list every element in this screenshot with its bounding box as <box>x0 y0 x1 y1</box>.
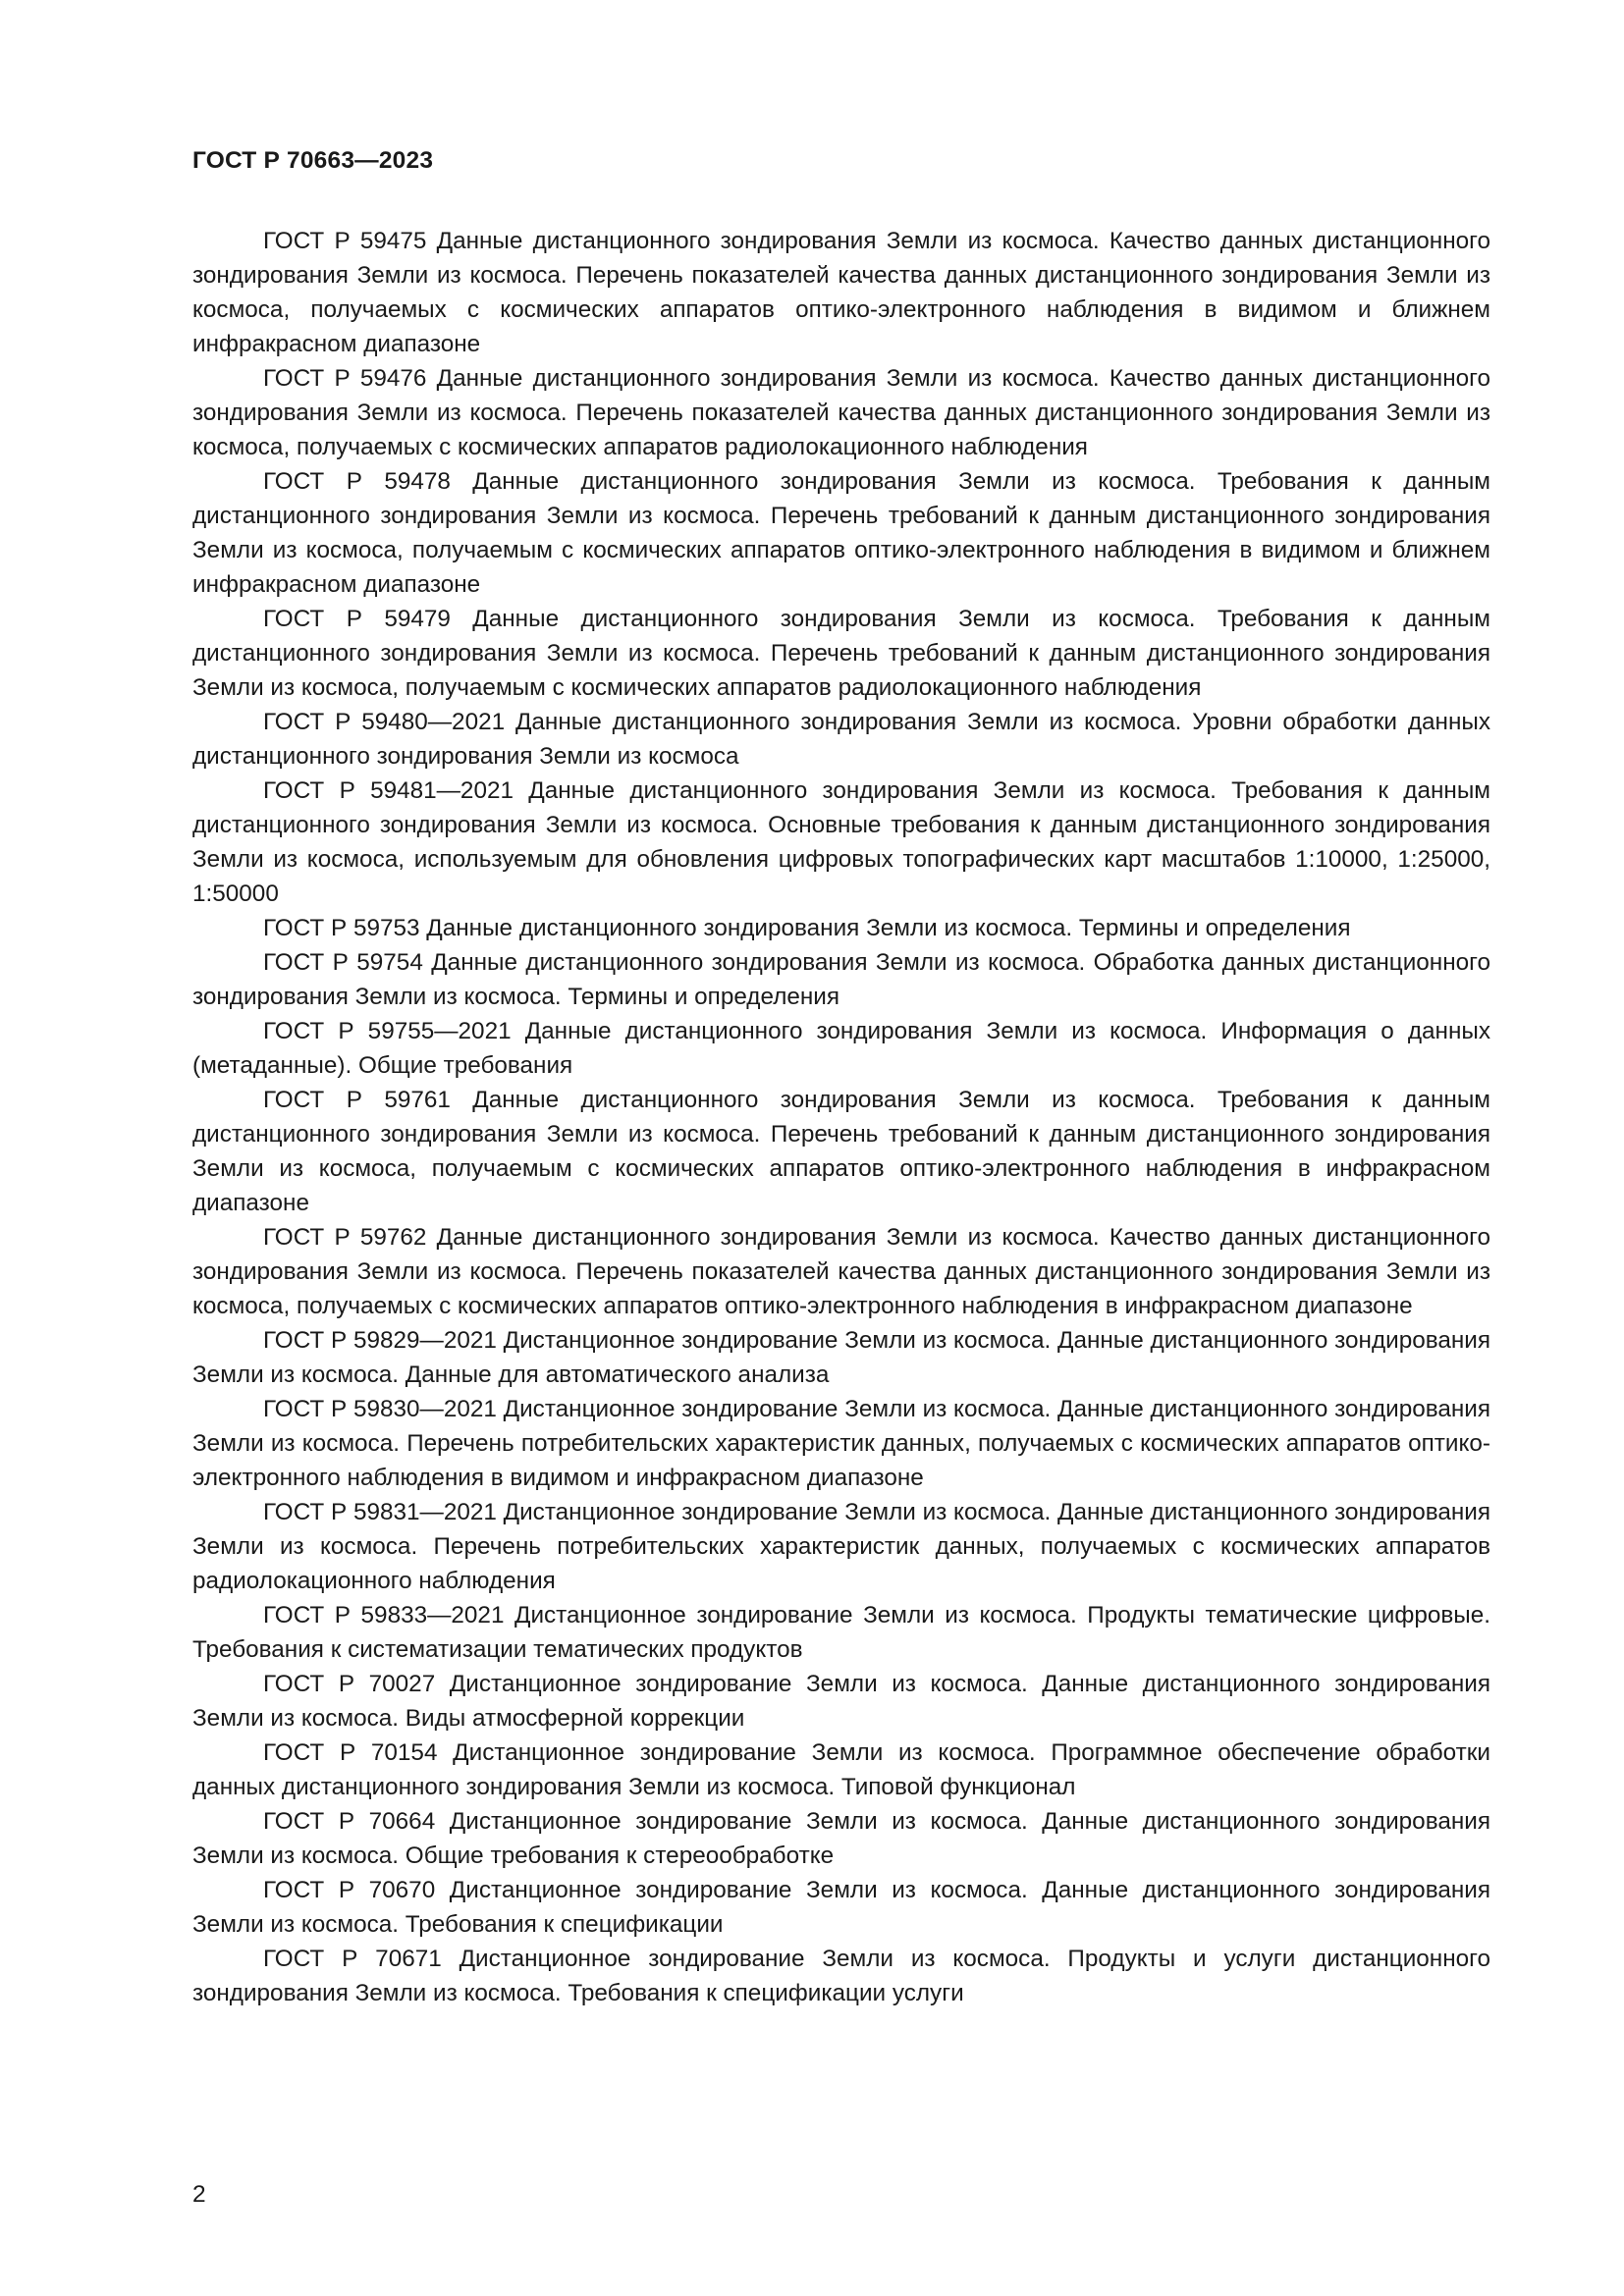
reference-item: ГОСТ Р 70154 Дистанционное зондирование Земли из космоса. Программное обеспечение обработки данных дистанционного зондирования Земли из космоса. Типовой функционал <box>192 1739 1490 1800</box>
reference-item: ГОСТ Р 70671 Дистанционное зондирование Земли из космоса. Продукты и услуги дистанционного зондирования Земли из космоса. Требования к спецификации услуги <box>192 1946 1490 2006</box>
reference-item: ГОСТ Р 59481—2021 Данные дистанционного зондирования Земли из космоса. Требования к данным дистанционного зондирования Земли из космоса. Основные требования к данным дистанционного зондирования Земли из космоса, используемым для обновления цифровых топографических карт масштабов 1:10000, 1:25000, 1:50000 <box>192 777 1490 907</box>
reference-item: ГОСТ Р 70664 Дистанционное зондирование Земли из космоса. Данные дистанционного зондирования Земли из космоса. Общие требования к стереообработке <box>192 1808 1490 1869</box>
document-header: ГОСТ Р 70663—2023 <box>192 147 434 174</box>
reference-item: ГОСТ Р 59478 Данные дистанционного зондирования Земли из космоса. Требования к данным дистанционного зондирования Земли из космоса. Перечень требований к данным дистанционного зондирования Земли из космоса, получаемым с космических аппаратов оптико-электронного наблюдения в видимом и ближнем инфракрасном диапазоне <box>192 468 1490 598</box>
reference-item: ГОСТ Р 59761 Данные дистанционного зондирования Земли из космоса. Требования к данным дистанционного зондирования Земли из космоса. Перечень требований к данным дистанционного зондирования Земли из космоса, получаемым с космических аппаратов оптико-электронного наблюдения в инфракрасном диапазоне <box>192 1087 1490 1216</box>
reference-item: ГОСТ Р 59476 Данные дистанционного зондирования Земли из космоса. Качество данных дистанционного зондирования Земли из космоса. Перечень показателей качества данных дистанционного зондирования Земли из космоса, получаемых с космических аппаратов радиолокационного наблюдения <box>192 365 1490 460</box>
reference-item: ГОСТ Р 59833—2021 Дистанционное зондирование Земли из космоса. Продукты тематические цифровые. Требования к систематизации тематических продуктов <box>192 1602 1490 1663</box>
reference-item: ГОСТ Р 70670 Дистанционное зондирование Земли из космоса. Данные дистанционного зондирования Земли из космоса. Требования к спецификации <box>192 1877 1490 1938</box>
page-number: 2 <box>192 2181 206 2208</box>
reference-item: ГОСТ Р 59475 Данные дистанционного зондирования Земли из космоса. Качество данных дистанционного зондирования Земли из космоса. Перечень показателей качества данных дистанционного зондирования Земли из космоса, получаемых с космических аппаратов оптико-электронного наблюдения в видимом и ближнем инфракрасном диапазоне <box>192 228 1490 357</box>
reference-item: ГОСТ Р 59479 Данные дистанционного зондирования Земли из космоса. Требования к данным дистанционного зондирования Земли из космоса. Перечень требований к данным дистанционного зондирования Земли из космоса, получаемым с космических аппаратов радиолокационного наблюдения <box>192 606 1490 701</box>
reference-item: ГОСТ Р 59753 Данные дистанционного зондирования Земли из космоса. Термины и определения <box>263 915 1351 941</box>
reference-item: ГОСТ Р 59829—2021 Дистанционное зондирование Земли из космоса. Данные дистанционного зондирования Земли из космоса. Данные для автоматического анализа <box>192 1327 1491 1388</box>
reference-item: ГОСТ Р 59830—2021 Дистанционное зондирование Земли из космоса. Данные дистанционного зондирования Земли из космоса. Перечень потребительских характеристик данных, получаемых с космических аппаратов оптико-электронного наблюдения в видимом и инфракрасном диапазоне <box>192 1396 1491 1491</box>
reference-item: ГОСТ Р 59754 Данные дистанционного зондирования Земли из космоса. Обработка данных дистанционного зондирования Земли из космоса. Термины и определения <box>192 949 1490 1010</box>
normative-references-list <box>192 224 1490 2010</box>
reference-item: ГОСТ Р 59755—2021 Данные дистанционного зондирования Земли из космоса. Информация о данных (метаданные). Общие требования <box>192 1018 1490 1079</box>
reference-item: ГОСТ Р 59831—2021 Дистанционное зондирование Земли из космоса. Данные дистанционного зондирования Земли из космоса. Перечень потребительских характеристик данных, получаемых с космических аппаратов радиолокационного наблюдения <box>192 1499 1491 1594</box>
reference-item: ГОСТ Р 59480—2021 Данные дистанционного зондирования Земли из космоса. Уровни обработки данных дистанционного зондирования Земли из космоса <box>192 709 1490 770</box>
reference-item: ГОСТ Р 70027 Дистанционное зондирование Земли из космоса. Данные дистанционного зондирования Земли из космоса. Виды атмосферной коррекции <box>192 1671 1490 1732</box>
reference-item: ГОСТ Р 59762 Данные дистанционного зондирования Земли из космоса. Качество данных дистанционного зондирования Земли из космоса. Перечень показателей качества данных дистанционного зондирования Земли из космоса, получаемых с космических аппаратов оптико-электронного наблюдения в инфракрасном диапазоне <box>192 1224 1490 1319</box>
